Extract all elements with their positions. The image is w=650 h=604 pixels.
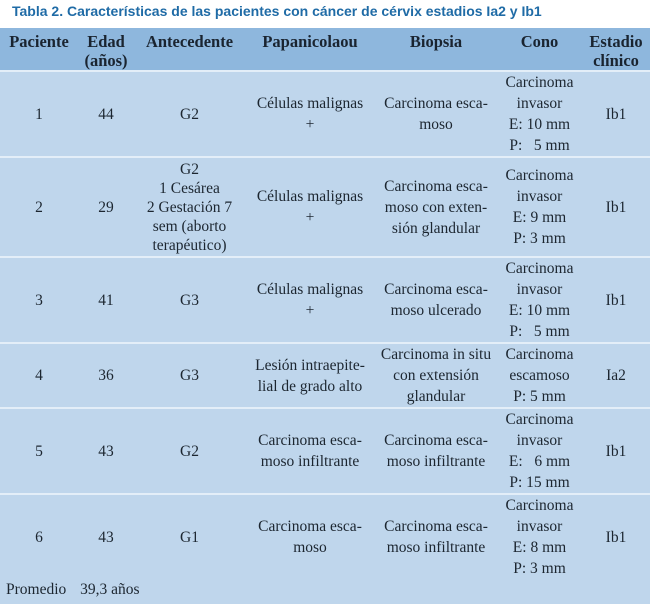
cell-cono: Carcinoma invasor E: 9 mm P: 3 mm [505, 167, 574, 247]
cell-paciente: 3 [35, 291, 43, 309]
header-cono: Cono [520, 32, 559, 51]
cell-papanicolaou: Células malignas + [256, 281, 364, 319]
average-footer [6, 580, 140, 600]
header-row [0, 28, 650, 71]
cell-edad: 43 [98, 442, 114, 460]
cell-cono: Carcinoma invasor E: 10 mm P: 5 mm [505, 260, 574, 340]
cell-cono: Carcinoma invasor E: 6 mm P: 15 mm [505, 411, 574, 491]
cell-paciente: 5 [35, 442, 43, 460]
cell-biopsia: Carcinoma esca- moso infiltrante [384, 432, 488, 470]
data-table-container [0, 28, 650, 604]
cell-estadio: Ib1 [605, 105, 627, 123]
cell-cono: Carcinoma escamoso P: 5 mm [505, 346, 574, 405]
header-paciente: Paciente [9, 32, 69, 51]
table-row [0, 408, 650, 494]
cell-antecedente: G1 [180, 528, 199, 546]
cell-biopsia: Carcinoma esca- moso [384, 95, 488, 133]
cell-estadio: Ib1 [605, 528, 627, 546]
cell-papanicolaou: Células malignas + [256, 188, 364, 226]
average-value: 39,3 años [80, 581, 140, 598]
cell-antecedente: G2 [180, 442, 199, 460]
cell-biopsia: Carcinoma esca- moso infiltrante [384, 518, 488, 556]
cell-papanicolaou: Carcinoma esca- moso infiltrante [258, 432, 362, 470]
cell-paciente: 4 [35, 367, 43, 384]
table-row [0, 494, 650, 579]
cell-paciente: 6 [35, 528, 43, 546]
cell-biopsia: Carcinoma esca- moso con exten- sión glandular [384, 177, 488, 237]
header-edad: Edad (años) [84, 32, 128, 70]
header-antecedente: Antecedente [145, 32, 234, 51]
cell-edad: 36 [98, 367, 114, 384]
cell-edad: 29 [98, 198, 114, 216]
table-caption: Tabla 2. Características de las pacientes con cáncer de cérvix estadios Ia2 y Ib1 [12, 3, 542, 19]
cell-papanicolaou: Carcinoma esca- moso [258, 518, 362, 556]
cell-estadio: Ib1 [605, 198, 627, 216]
cell-edad: 43 [98, 528, 114, 546]
patients-table [0, 28, 650, 579]
cell-paciente: 2 [35, 198, 43, 216]
cell-antecedente: G2 [180, 105, 199, 123]
table-row [0, 71, 650, 157]
cell-biopsia: Carcinoma esca- moso ulcerado [384, 281, 488, 319]
cell-antecedente: G2 1 Cesárea 2 Gestación 7 sem (aborto terapéutico) [146, 160, 233, 254]
header-biopsia: Biopsia [409, 32, 463, 51]
cell-edad: 41 [98, 291, 114, 309]
cell-paciente: 1 [35, 105, 43, 123]
table-row [0, 157, 650, 257]
header-papanicolaou: Papanicolaou [262, 32, 358, 51]
cell-cono: Carcinoma invasor E: 10 mm P: 5 mm [505, 74, 574, 154]
table-row [0, 343, 650, 408]
cell-estadio: Ia2 [606, 367, 626, 384]
cell-estadio: Ib1 [605, 442, 627, 460]
cell-antecedente: G3 [180, 291, 199, 309]
header-estadio: Estadio clínico [589, 32, 643, 70]
table-row [0, 257, 650, 343]
cell-edad: 44 [98, 105, 114, 123]
cell-papanicolaou: Lesión intraepite- lial de grado alto [255, 356, 365, 395]
cell-papanicolaou: Células malignas + [256, 95, 364, 133]
cell-cono: Carcinoma invasor E: 8 mm P: 3 mm [505, 497, 574, 577]
average-label: Promedio [6, 581, 67, 598]
cell-biopsia: Carcinoma in situ con extensión glandular [380, 346, 492, 405]
cell-antecedente: G3 [180, 367, 199, 384]
cell-estadio: Ib1 [605, 291, 627, 309]
